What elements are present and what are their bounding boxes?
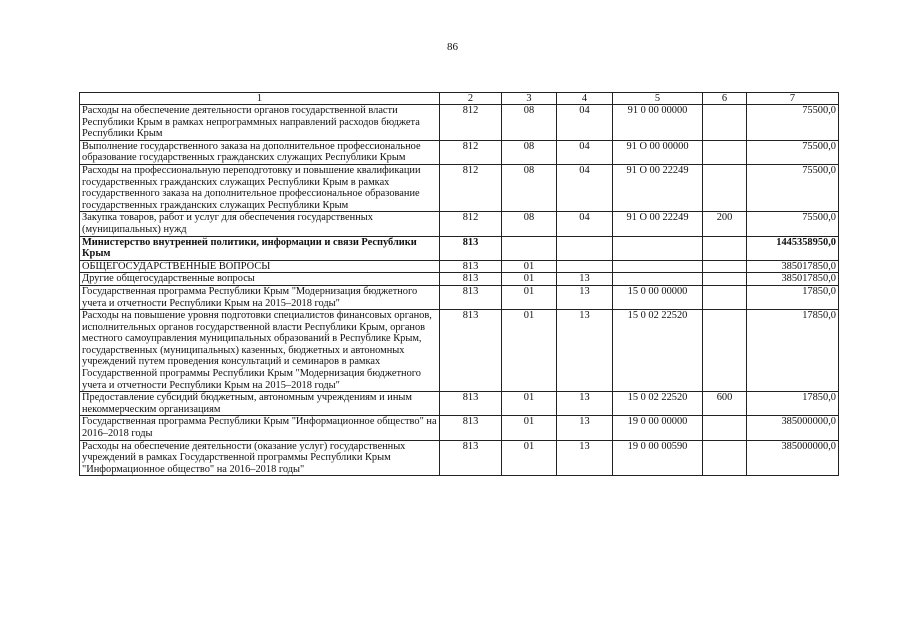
table-row <box>80 105 839 141</box>
column-header: 3 <box>502 93 557 105</box>
expense-type-cell <box>703 440 747 476</box>
table-row <box>80 392 839 416</box>
amount-cell: 17850,0 <box>747 310 839 392</box>
table-row <box>80 260 839 273</box>
row-name-cell: Государственная программа Республики Крым "Модернизация бюджетного учета и отчетности Республики Крым на 2015–2018 годы" <box>80 285 440 309</box>
table-row <box>80 140 839 164</box>
ministry-code-cell: 813 <box>440 236 502 260</box>
amount-cell: 1445358950,0 <box>747 236 839 260</box>
budget-table <box>79 92 839 476</box>
target-article-cell: 91 О 00 22249 <box>613 212 703 236</box>
table-row <box>80 273 839 286</box>
subsection-code-cell: 13 <box>557 285 613 309</box>
table-row <box>80 416 839 440</box>
subsection-code-cell: 04 <box>557 164 613 211</box>
column-header: 1 <box>80 93 440 105</box>
ministry-code-cell: 812 <box>440 105 502 141</box>
table-row <box>80 236 839 260</box>
column-header: 5 <box>613 93 703 105</box>
column-header: 2 <box>440 93 502 105</box>
ministry-code-cell: 813 <box>440 440 502 476</box>
subsection-code-cell: 04 <box>557 140 613 164</box>
row-name-cell: Расходы на повышение уровня подготовки специалистов финансовых органов, исполнительных органов государственной власти Республики Крым, органов местного самоуправления муниципальных образований в Республике Крым, государственных (муниципальных) казенных, бюджетных и автономных учреждений путем проведения консультаций и семинаров в рамках Государственной программы Республики Крым "Модернизация бюджетного учета и отчетности Республики Крым на 2015–2018 годы" <box>80 310 440 392</box>
section-code-cell: 01 <box>502 440 557 476</box>
target-article-cell: 91 О 00 22249 <box>613 164 703 211</box>
target-article-cell <box>613 236 703 260</box>
column-header: 7 <box>747 93 839 105</box>
column-header: 4 <box>557 93 613 105</box>
ministry-code-cell: 812 <box>440 140 502 164</box>
column-header: 6 <box>703 93 747 105</box>
table-row <box>80 212 839 236</box>
row-name-cell: ОБЩЕГОСУДАРСТВЕННЫЕ ВОПРОСЫ <box>80 260 440 273</box>
amount-cell: 385017850,0 <box>747 273 839 286</box>
target-article-cell <box>613 260 703 273</box>
page-number: 86 <box>447 41 458 53</box>
subsection-code-cell: 13 <box>557 392 613 416</box>
expense-type-cell <box>703 416 747 440</box>
row-name-cell: Расходы на профессиональную переподготовку и повышение квалификации государственных гражданских служащих Республики Крым в рамках государственного заказа на дополнительное профессиональное образование государственных гражданских служащих Республики Крым <box>80 164 440 211</box>
section-code-cell <box>502 236 557 260</box>
table-header-row <box>80 93 839 105</box>
table-row <box>80 164 839 211</box>
target-article-cell: 91 0 00 00000 <box>613 105 703 141</box>
amount-cell: 17850,0 <box>747 285 839 309</box>
amount-cell: 17850,0 <box>747 392 839 416</box>
row-name-cell: Государственная программа Республики Крым "Информационное общество" на 2016–2018 годы <box>80 416 440 440</box>
table-row <box>80 285 839 309</box>
ministry-code-cell: 813 <box>440 285 502 309</box>
section-code-cell: 08 <box>502 212 557 236</box>
row-name-cell: Расходы на обеспечение деятельности (оказание услуг) государственных учреждений в рамках Государственной программы Республики Крым "Информационное общество" на 2016–2018 годы" <box>80 440 440 476</box>
subsection-code-cell: 13 <box>557 440 613 476</box>
amount-cell: 385000000,0 <box>747 416 839 440</box>
table-row <box>80 310 839 392</box>
subsection-code-cell <box>557 236 613 260</box>
amount-cell: 75500,0 <box>747 105 839 141</box>
expense-type-cell <box>703 310 747 392</box>
row-name-cell: Выполнение государственного заказа на дополнительное профессиональное образование государственных гражданских служащих Республики Крым <box>80 140 440 164</box>
subsection-code-cell <box>557 260 613 273</box>
ministry-code-cell: 813 <box>440 273 502 286</box>
target-article-cell: 19 0 00 00590 <box>613 440 703 476</box>
target-article-cell: 91 О 00 00000 <box>613 140 703 164</box>
amount-cell: 75500,0 <box>747 164 839 211</box>
expense-type-cell: 600 <box>703 392 747 416</box>
target-article-cell: 15 0 02 22520 <box>613 392 703 416</box>
row-name-cell: Расходы на обеспечение деятельности органов государственной власти Республики Крым в рамках непрограммных направлений расходов бюджета Республики Крым <box>80 105 440 141</box>
table-row <box>80 440 839 476</box>
section-code-cell: 01 <box>502 260 557 273</box>
expense-type-cell: 200 <box>703 212 747 236</box>
subsection-code-cell: 13 <box>557 273 613 286</box>
target-article-cell: 15 0 02 22520 <box>613 310 703 392</box>
expense-type-cell <box>703 273 747 286</box>
amount-cell: 75500,0 <box>747 140 839 164</box>
ministry-code-cell: 813 <box>440 416 502 440</box>
amount-cell: 75500,0 <box>747 212 839 236</box>
row-name-cell: Министерство внутренней политики, информации и связи Республики Крым <box>80 236 440 260</box>
section-code-cell: 01 <box>502 273 557 286</box>
expense-type-cell <box>703 105 747 141</box>
ministry-code-cell: 813 <box>440 392 502 416</box>
section-code-cell: 01 <box>502 310 557 392</box>
subsection-code-cell: 13 <box>557 416 613 440</box>
row-name-cell: Предоставление субсидий бюджетным, автономным учреждениям и иным некоммерческим организациям <box>80 392 440 416</box>
expense-type-cell <box>703 285 747 309</box>
ministry-code-cell: 813 <box>440 310 502 392</box>
row-name-cell: Закупка товаров, работ и услуг для обеспечения государственных (муниципальных) нужд <box>80 212 440 236</box>
expense-type-cell <box>703 236 747 260</box>
subsection-code-cell: 13 <box>557 310 613 392</box>
section-code-cell: 08 <box>502 105 557 141</box>
expense-type-cell <box>703 140 747 164</box>
section-code-cell: 08 <box>502 140 557 164</box>
ministry-code-cell: 812 <box>440 212 502 236</box>
section-code-cell: 08 <box>502 164 557 211</box>
target-article-cell <box>613 273 703 286</box>
expense-type-cell <box>703 260 747 273</box>
subsection-code-cell: 04 <box>557 212 613 236</box>
amount-cell: 385017850,0 <box>747 260 839 273</box>
expense-type-cell <box>703 164 747 211</box>
amount-cell: 385000000,0 <box>747 440 839 476</box>
row-name-cell: Другие общегосударственные вопросы <box>80 273 440 286</box>
section-code-cell: 01 <box>502 285 557 309</box>
section-code-cell: 01 <box>502 392 557 416</box>
ministry-code-cell: 812 <box>440 164 502 211</box>
subsection-code-cell: 04 <box>557 105 613 141</box>
target-article-cell: 15 0 00 00000 <box>613 285 703 309</box>
ministry-code-cell: 813 <box>440 260 502 273</box>
target-article-cell: 19 0 00 00000 <box>613 416 703 440</box>
section-code-cell: 01 <box>502 416 557 440</box>
